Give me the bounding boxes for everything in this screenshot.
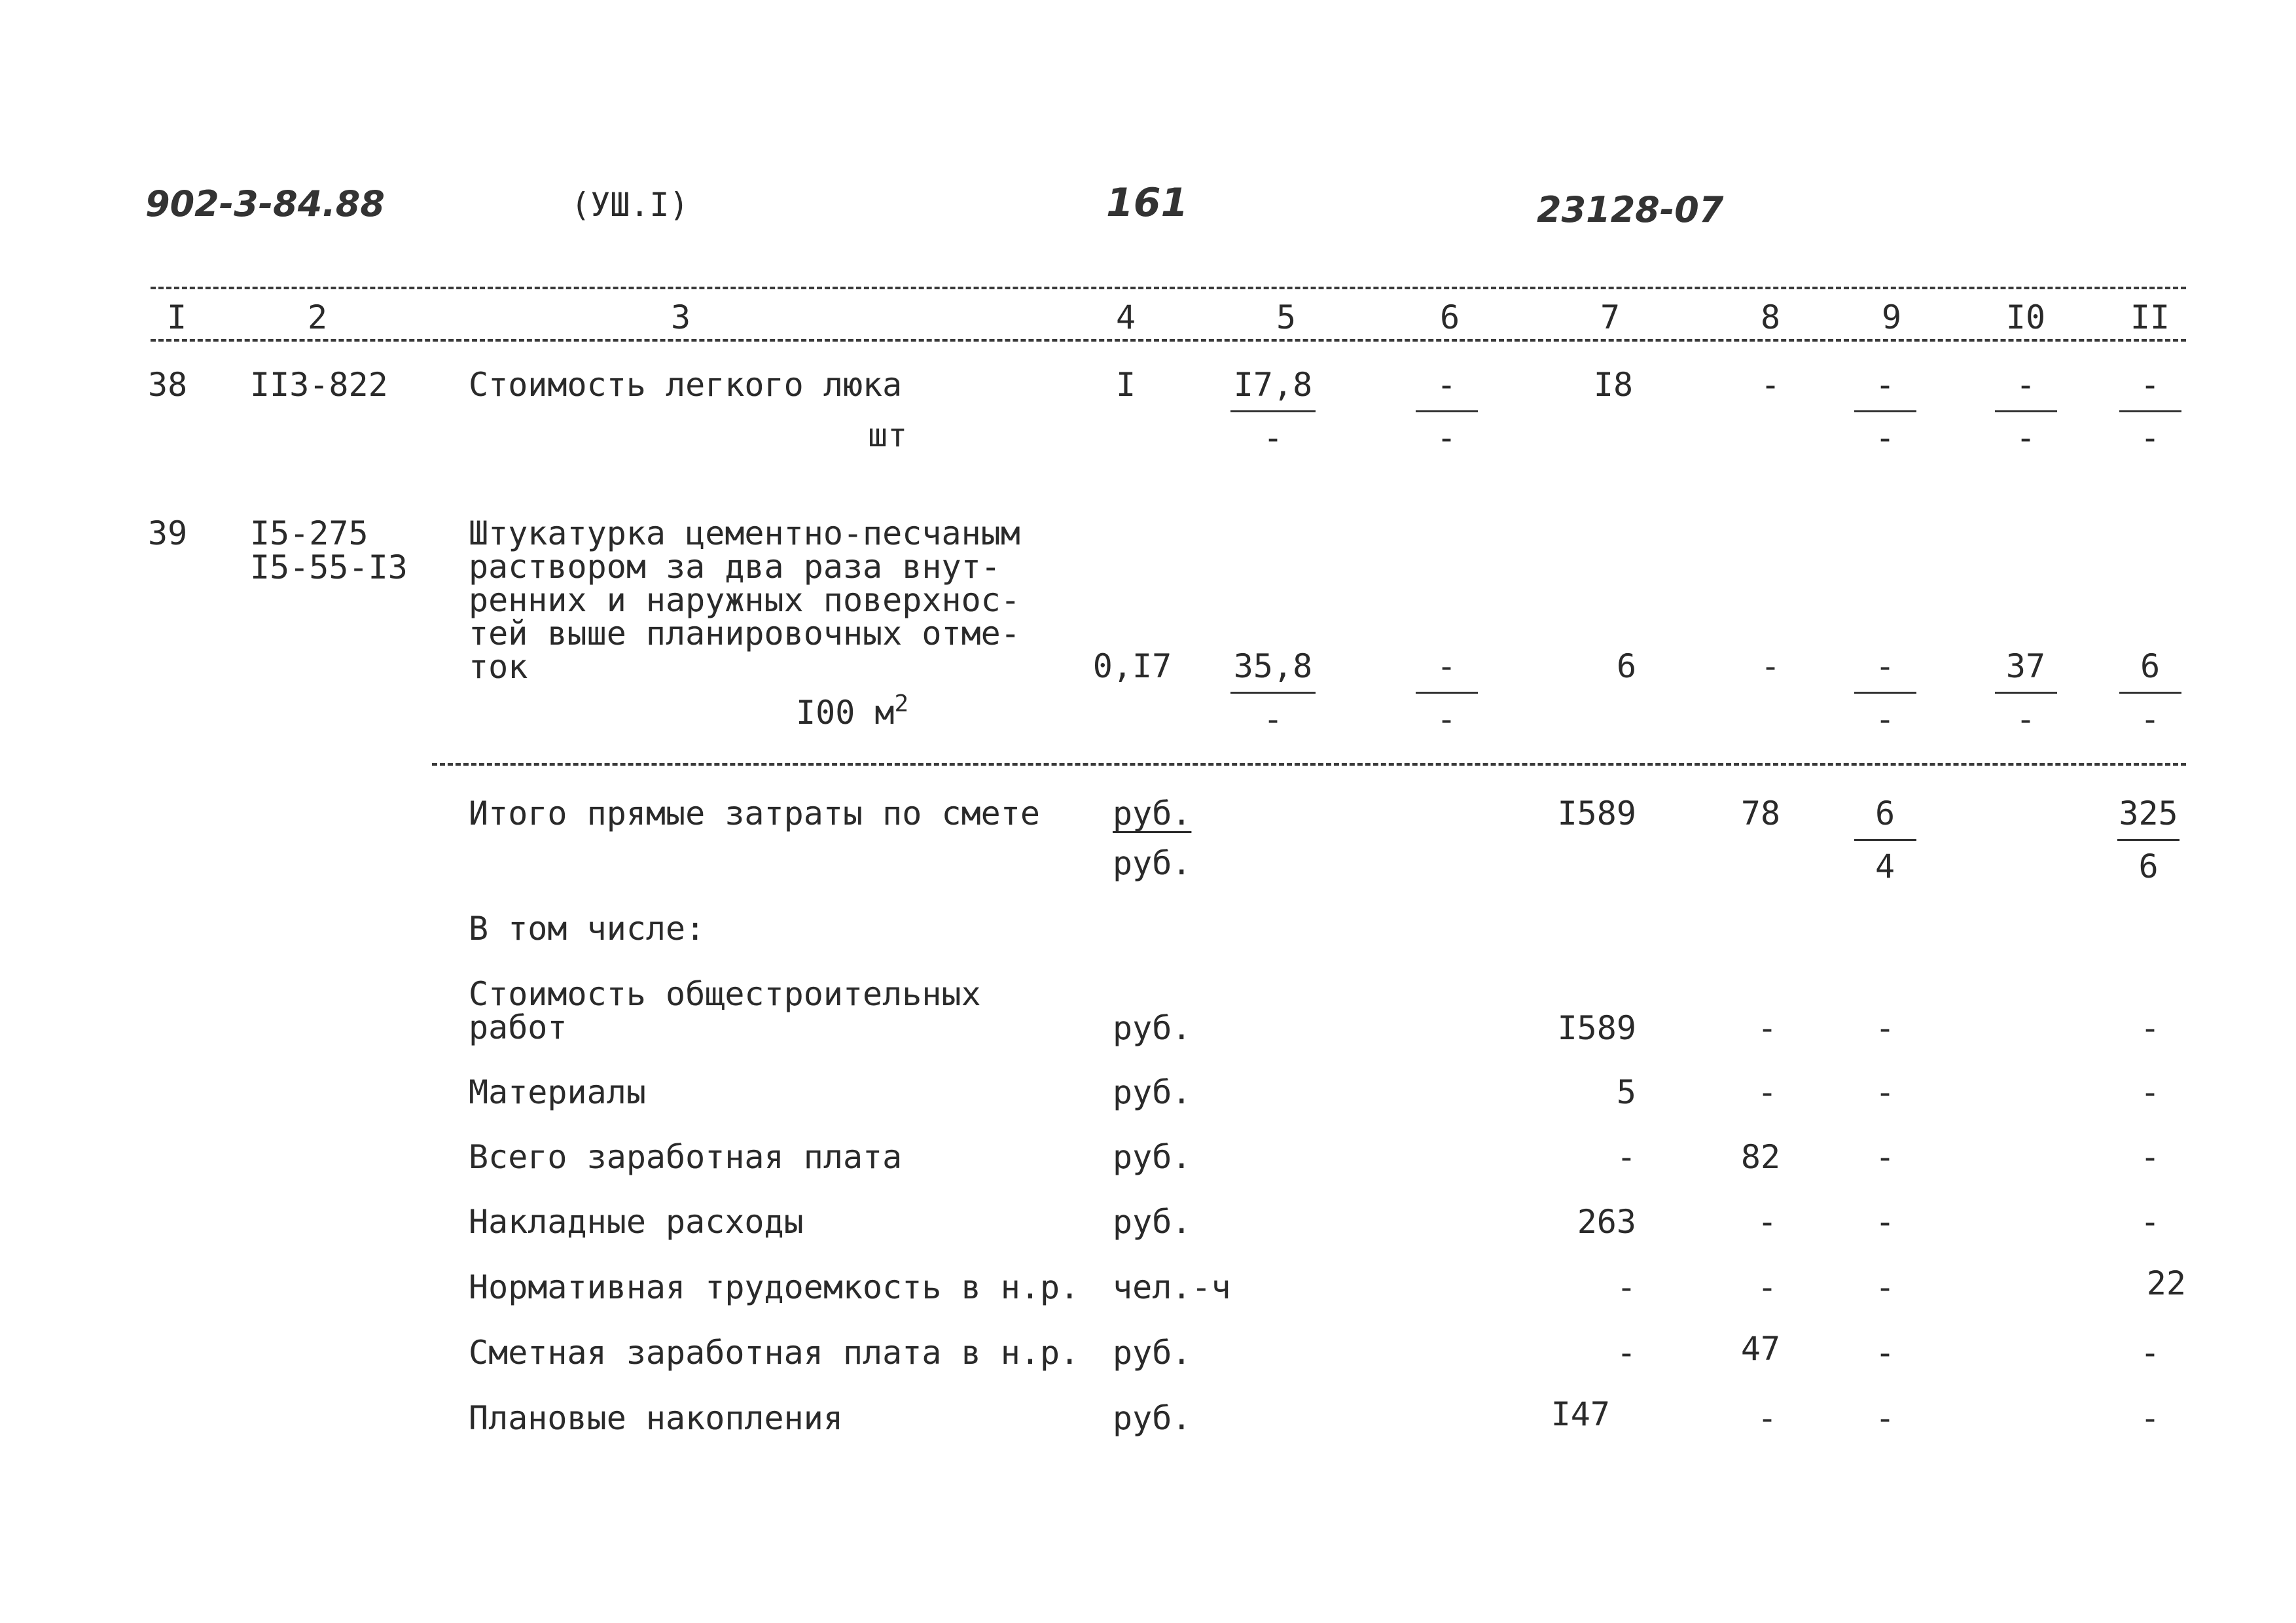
row-code: I5-275 — [250, 514, 368, 552]
total-col8: 78 — [1740, 794, 1781, 832]
breakdown-unit: руб. — [1113, 1073, 1192, 1111]
row-col10: - - — [1993, 368, 2058, 454]
page-number: 161 — [1106, 180, 1189, 226]
row-col9: - - — [1852, 650, 1918, 736]
total-label: Итого прямые затраты по смете — [469, 794, 1040, 832]
row-col8: - — [1760, 366, 1781, 404]
column-header-5: 5 — [1276, 298, 1297, 336]
row-col8: - — [1760, 647, 1781, 685]
section-code: (УШ.I) — [571, 186, 689, 224]
breakdown-col9: - — [1874, 1399, 1895, 1437]
breakdown-col11: 22 — [2146, 1264, 2186, 1302]
breakdown-col9: - — [1874, 1138, 1895, 1176]
breakdown-col8: - — [1757, 1268, 1778, 1306]
row-number: 39 — [148, 514, 188, 552]
breakdown-col8: 82 — [1740, 1138, 1781, 1176]
row-col10: 37 - — [1993, 650, 2058, 736]
column-header-2: 2 — [307, 298, 328, 336]
breakdown-label: Стоимость общестроительных работ — [469, 975, 981, 1046]
total-col11: 325 6 — [2111, 797, 2186, 883]
breakdown-col9: - — [1874, 1334, 1895, 1372]
breakdown-col8: - — [1757, 1073, 1778, 1111]
row-col11: - - — [2117, 368, 2183, 454]
breakdown-col9: - — [1874, 1009, 1895, 1047]
total-unit-secondary: руб. — [1113, 844, 1192, 882]
column-header-7: 7 — [1600, 298, 1621, 336]
row-quantity: 0,I7 — [1092, 647, 1172, 685]
row-code-secondary: I5-55-I3 — [250, 548, 408, 586]
column-header-1: I — [166, 298, 187, 336]
row-description: Штукатурка цементно-песчаным раствором за два раза внут- ренних и наружных поверхнос- тей выше планировочных отме- ток — [469, 514, 1020, 686]
breakdown-col11: - — [2140, 1399, 2161, 1437]
breakdown-col8: - — [1757, 1009, 1778, 1047]
column-header-3: 3 — [670, 298, 691, 336]
breakdown-label: Всего заработная плата — [469, 1138, 903, 1176]
breakdown-col9: - — [1874, 1268, 1895, 1306]
breakdown-col11: - — [2140, 1334, 2161, 1372]
breakdown-label: Нормативная трудоемкость в н.р. — [469, 1268, 1080, 1306]
column-header-10: I0 — [2005, 298, 2046, 336]
breakdown-col7: - — [1616, 1268, 1636, 1306]
breakdown-col7: I47 — [1551, 1395, 1610, 1433]
row-col6: - - — [1414, 650, 1479, 736]
header-top-rule — [151, 287, 2186, 289]
breakdown-col11: - — [2140, 1138, 2161, 1176]
breakdown-label: Сметная заработная плата в н.р. — [469, 1334, 1080, 1372]
breakdown-col8: - — [1757, 1399, 1778, 1437]
breakdown-col11: - — [2140, 1073, 2161, 1111]
total-unit: руб. — [1113, 794, 1192, 832]
including-label: В том числе: — [469, 910, 706, 948]
breakdown-col9: - — [1874, 1073, 1895, 1111]
row-col5: I7,8 - — [1230, 368, 1316, 454]
row-col7: I8 — [1593, 366, 1634, 404]
column-header-6: 6 — [1439, 298, 1460, 336]
breakdown-col11: - — [2140, 1009, 2161, 1047]
row-code: II3-822 — [250, 366, 388, 404]
row-col6: - - — [1414, 368, 1479, 454]
breakdown-unit: руб. — [1113, 1203, 1192, 1241]
breakdown-col7: - — [1616, 1334, 1636, 1372]
total-col9: 6 4 — [1852, 797, 1918, 883]
doc-code: 902-3-84.88 — [145, 183, 385, 224]
breakdown-unit: руб. — [1113, 1334, 1192, 1372]
column-header-8: 8 — [1760, 298, 1781, 336]
row-unit: шт — [868, 416, 908, 454]
reference-number: 23128-07 — [1537, 189, 1724, 230]
breakdown-unit: руб. — [1113, 1399, 1192, 1437]
row-number: 38 — [148, 366, 188, 404]
breakdown-col8: - — [1757, 1203, 1778, 1241]
breakdown-col9: - — [1874, 1203, 1895, 1241]
row-description: Стоимость легкого люка — [469, 366, 903, 404]
total-col7: I589 — [1557, 794, 1636, 832]
column-header-9: 9 — [1881, 298, 1902, 336]
breakdown-unit: руб. — [1113, 1138, 1192, 1176]
breakdown-col7: 263 — [1577, 1203, 1636, 1241]
column-header-4: 4 — [1115, 298, 1136, 336]
breakdown-col8: 47 — [1740, 1330, 1781, 1368]
breakdown-label: Плановые накопления — [469, 1399, 843, 1437]
row-col9: - - — [1852, 368, 1918, 454]
totals-rule — [432, 763, 2186, 766]
breakdown-label: Материалы — [469, 1073, 646, 1111]
breakdown-unit: чел.-ч — [1113, 1268, 1231, 1306]
row-quantity: I — [1115, 366, 1136, 404]
row-col7: 6 — [1616, 647, 1637, 685]
breakdown-label: Накладные расходы — [469, 1203, 804, 1241]
breakdown-col7: I589 — [1557, 1009, 1636, 1047]
row-col5: 35,8 - — [1230, 650, 1316, 736]
header-bottom-rule — [151, 339, 2186, 342]
row-unit: I00 $м^2$ — [796, 690, 909, 732]
breakdown-col7: 5 — [1616, 1073, 1636, 1111]
breakdown-col7: - — [1616, 1138, 1636, 1176]
breakdown-unit: руб. — [1113, 1009, 1192, 1047]
column-header-11: II — [2130, 298, 2170, 336]
breakdown-col11: - — [2140, 1203, 2161, 1241]
row-col11: 6 - — [2117, 650, 2183, 736]
